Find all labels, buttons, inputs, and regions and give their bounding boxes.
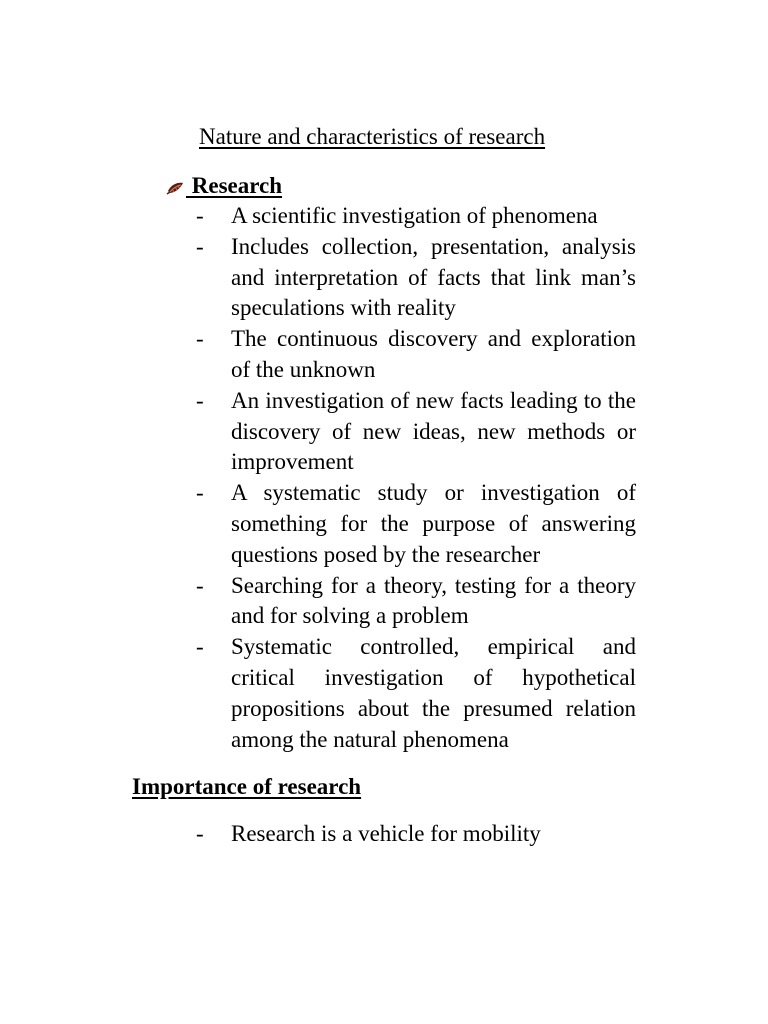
dash-marker: - bbox=[196, 326, 204, 352]
list-item-text: Research is a vehicle for mobility bbox=[231, 821, 541, 846]
research-definition-list bbox=[196, 201, 636, 755]
list-item-text: A scientific investigation of phenomena bbox=[231, 203, 598, 228]
dash-marker: - bbox=[196, 572, 204, 598]
list-item-text: A systematic study or investigation of something for the purpose of answering questions posed by the researcher bbox=[231, 480, 636, 567]
leaf-bullet-icon bbox=[166, 177, 186, 197]
list-item bbox=[196, 632, 636, 755]
section-heading bbox=[166, 171, 282, 201]
dash-marker: - bbox=[196, 233, 204, 259]
list-item bbox=[196, 571, 636, 633]
list-item bbox=[196, 232, 636, 324]
section-label: Research bbox=[186, 173, 283, 198]
list-item-text: Includes collection, presentation, analysis and interpretation of facts that link man’s speculations with reality bbox=[231, 233, 636, 321]
dash-marker: - bbox=[196, 821, 204, 846]
importance-heading: Importance of research bbox=[132, 774, 362, 799]
list-item bbox=[196, 386, 636, 478]
dash-marker: - bbox=[196, 203, 204, 228]
dash-marker: - bbox=[196, 387, 204, 413]
list-item-text: Systematic controlled, empirical and critical investigation of hypothetical propositions about the presumed relation among the natural phenomena bbox=[231, 634, 636, 752]
dash-marker: - bbox=[196, 480, 204, 506]
list-item bbox=[196, 201, 636, 232]
importance-list bbox=[196, 819, 636, 850]
list-item-text: The continuous discovery and exploration of the unknown bbox=[231, 326, 636, 382]
list-item-text: An investigation of new facts leading to the discovery of new ideas, new methods or improvement bbox=[231, 387, 636, 475]
list-item bbox=[196, 819, 636, 850]
list-item bbox=[196, 324, 636, 386]
page-title: Nature and characteristics of research bbox=[199, 124, 546, 149]
list-item-text: Searching for a theory, testing for a theory and for solving a problem bbox=[231, 572, 636, 629]
list-item bbox=[196, 478, 636, 570]
dash-marker: - bbox=[196, 634, 204, 660]
